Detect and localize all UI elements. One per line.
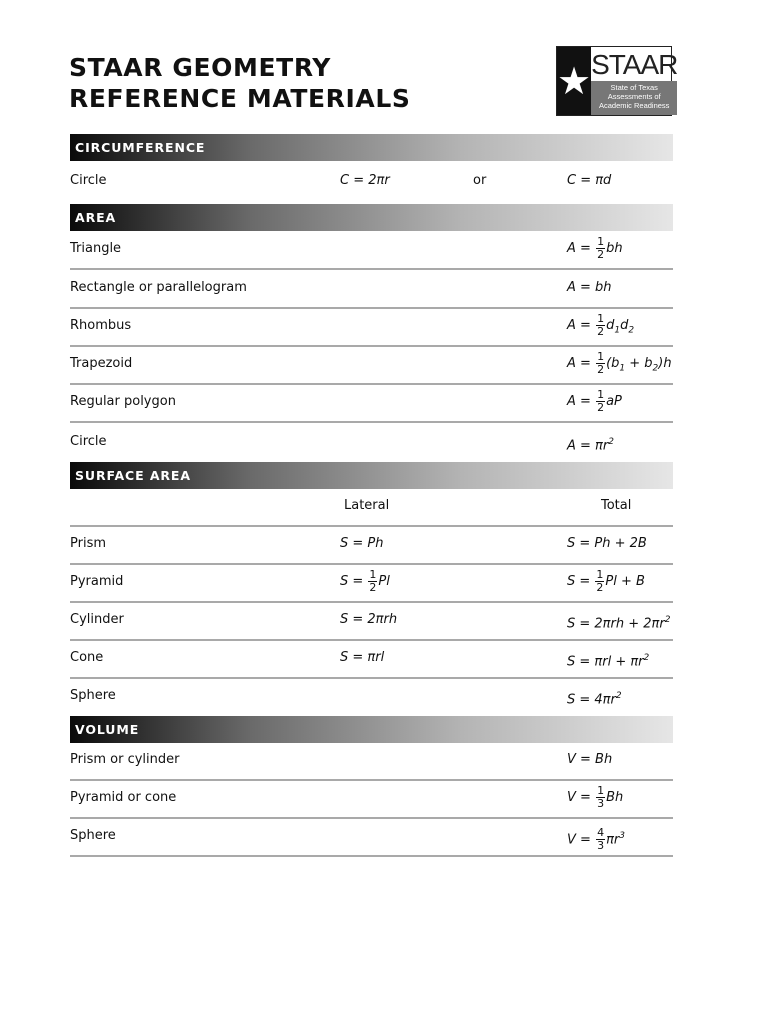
row-surface-cone: Cone S = πrl $S = \pi rl + \pi r^2$	[70, 639, 673, 679]
formula-area-trapezoid: A = $\frac{1}{2}$ $(b_1 + b_2)h$	[567, 350, 672, 376]
formula-total-cone: $S = \pi rl + \pi r^2$	[567, 653, 650, 670]
formula-volume-sphere: V = $\frac{4}{3}$ $\pi r^3$	[567, 826, 625, 853]
formula-area-triangle: A = $\frac{1}{2}$ bh	[567, 235, 623, 261]
formula-circumference-diameter: C = πd	[567, 173, 612, 188]
staar-logo	[556, 46, 678, 116]
formula-total-sphere: $S = 4\pi r^2$	[567, 691, 622, 708]
row-surface-prism: Prism S = Ph S = Ph + 2B	[70, 525, 673, 565]
formula-area-rectangle: A = bh	[567, 280, 612, 295]
title-line-1: STAAR GEOMETRY	[69, 53, 332, 82]
row-area-polygon: Regular polygon A = $\frac{1}{2}$ aP	[70, 383, 673, 423]
row-label: Circle	[70, 173, 107, 188]
row-volume-pyramid: Pyramid or cone V = $\frac{1}{3}$ Bh	[70, 779, 673, 819]
row-surface-headers	[70, 487, 673, 527]
logo-tagline: State of Texas Assessments of Academic Readiness	[591, 81, 677, 115]
formula-volume-pyramid: V = $\frac{1}{3}$ Bh	[567, 784, 624, 810]
or-text: or	[473, 173, 487, 188]
title-line-2: REFERENCE MATERIALS	[69, 84, 411, 113]
formula-volume-prism: V = Bh	[567, 752, 613, 767]
formula-lateral-prism: S = Ph	[340, 536, 384, 551]
star-icon: ★	[557, 47, 591, 115]
row-surface-sphere: Sphere $S = 4\pi r^2$	[70, 677, 673, 715]
row-area-rectangle: Rectangle or parallelogram A = bh	[70, 269, 673, 309]
row-area-triangle: Triangle A = $\frac{1}{2}$ bh	[70, 230, 673, 270]
row-area-circle: Circle $A = \pi r^2$	[70, 423, 673, 461]
row-circumference-circle	[70, 162, 673, 200]
formula-area-circle: $A = \pi r^2$	[567, 437, 614, 454]
formula-total-cylinder: $S = 2\pi rh + 2\pi r^2$	[567, 615, 671, 632]
section-header-surface-area: SURFACE AREA	[70, 462, 673, 489]
column-header-lateral: Lateral	[344, 498, 390, 513]
page-title	[69, 52, 411, 114]
row-volume-prism: Prism or cylinder V = Bh	[70, 741, 673, 781]
formula-total-pyramid: S = $\frac{1}{2}$ Pl + B	[567, 568, 645, 594]
row-surface-pyramid: Pyramid S = $\frac{1}{2}$ Pl S = $\frac{1}{2}$ Pl + B	[70, 563, 673, 603]
formula-circumference-radius: C = 2πr	[340, 173, 390, 188]
section-header-area: AREA	[70, 204, 673, 231]
column-header-total: Total	[601, 498, 632, 513]
row-area-rhombus: Rhombus A = $\frac{1}{2}$ $d_1d_2$	[70, 307, 673, 347]
formula-total-prism: S = Ph + 2B	[567, 536, 647, 551]
row-surface-cylinder: Cylinder S = 2πrh $S = 2\pi rh + 2\pi r^2$	[70, 601, 673, 641]
row-volume-sphere: Sphere V = $\frac{4}{3}$ $\pi r^3$	[70, 817, 673, 857]
formula-area-rhombus: A = $\frac{1}{2}$ $d_1d_2$	[567, 312, 635, 338]
formula-lateral-cone: S = πrl	[340, 650, 385, 665]
formula-lateral-cylinder: S = 2πrh	[340, 612, 398, 627]
formula-area-polygon: A = $\frac{1}{2}$ aP	[567, 388, 622, 414]
formula-lateral-pyramid: S = $\frac{1}{2}$ Pl	[340, 568, 390, 594]
logo-wordmark: STAAR	[591, 49, 678, 80]
row-area-trapezoid: Trapezoid A = $\frac{1}{2}$ $(b_1 + b_2)h$	[70, 345, 673, 385]
section-header-volume: VOLUME	[70, 716, 673, 743]
section-header-circumference: CIRCUMFERENCE	[70, 134, 673, 161]
